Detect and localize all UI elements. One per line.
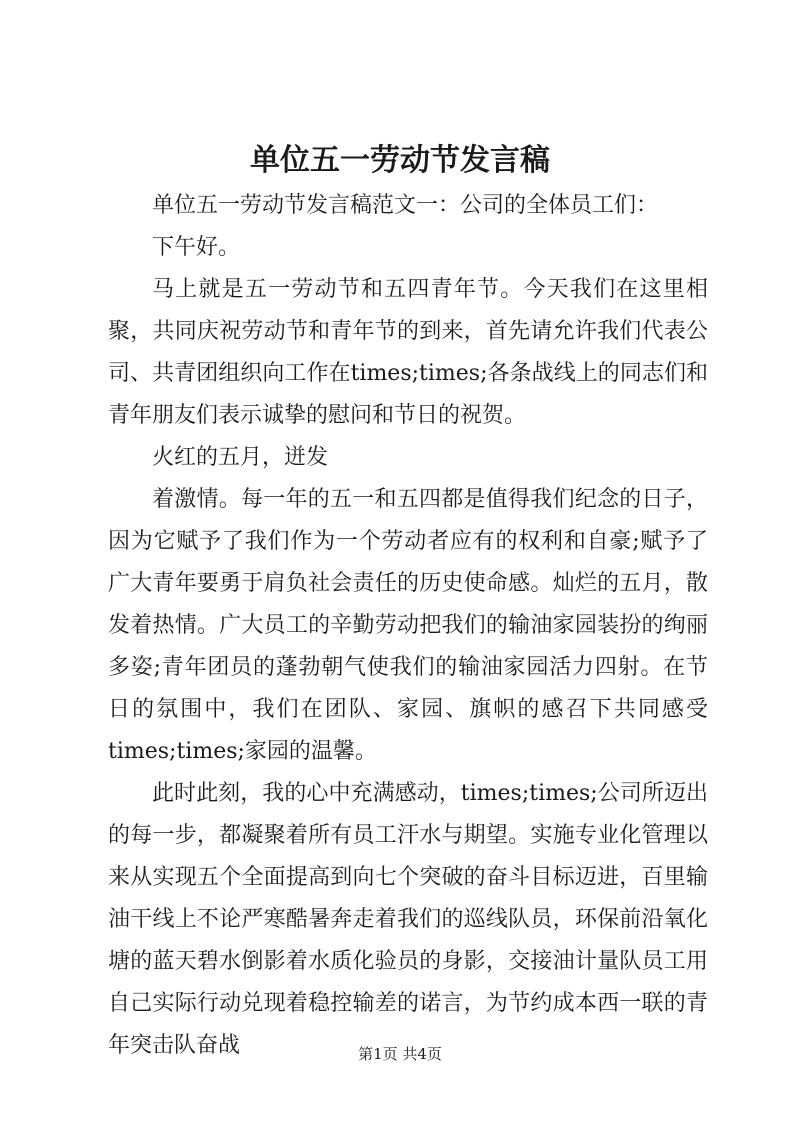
document-title: 单位五一劳动节发言稿 (250, 143, 550, 178)
paragraph-moment: 此时此刻，我的心中充满感动，times;times;公司所迈出的每一步，都凝聚着所有员工汗水与期望。实施专业化管理以来从实现五个全面提高到向七个突破的奋斗目标迈进，百里输油干线上不论严寒酷暑奔走着我们的巡线队员，环保前沿氧化塘的蓝天碧水倒影着水质化验员的身影，交接油计量队员工用自己实际行动兑现着稳控输差的诺言，为节约成本西一联的青年突击队奋战 (108, 781, 708, 1058)
paragraph-may: 火红的五月，迸发 (152, 445, 329, 470)
paragraph-intro: 单位五一劳动节发言稿范文一：公司的全体员工们： (152, 193, 659, 218)
paragraph-passion: 着激情。每一年的五一和五四都是值得我们纪念的日子，因为它赋予了我们作为一个劳动者应有的权利和自豪;赋予了广大青年要勇于肩负社会责任的历史使命感。灿烂的五月，散发着热情。广大员工的辛勤劳动把我们的输油家园装扮的绚丽多姿;青年团员的蓬勃朝气使我们的输油家园活力四射。在节日的氛围中，我们在团队、家园、旗帜的感召下共同感受times;times;家园的温馨。 (108, 487, 708, 764)
document-body (108, 185, 708, 1067)
paragraph-holiday: 马上就是五一劳动节和五四青年节。今天我们在这里相聚，共同庆祝劳动节和青年节的到来，首先请允许我们代表公司、共青团组织向工作在times;times;各条战线上的同志们和青年朋友们表示诚挚的慰问和节日的祝贺。 (108, 277, 708, 428)
page-number-footer: 第1页 共4页 (358, 1045, 442, 1063)
paragraph-greeting: 下午好。 (152, 235, 241, 260)
